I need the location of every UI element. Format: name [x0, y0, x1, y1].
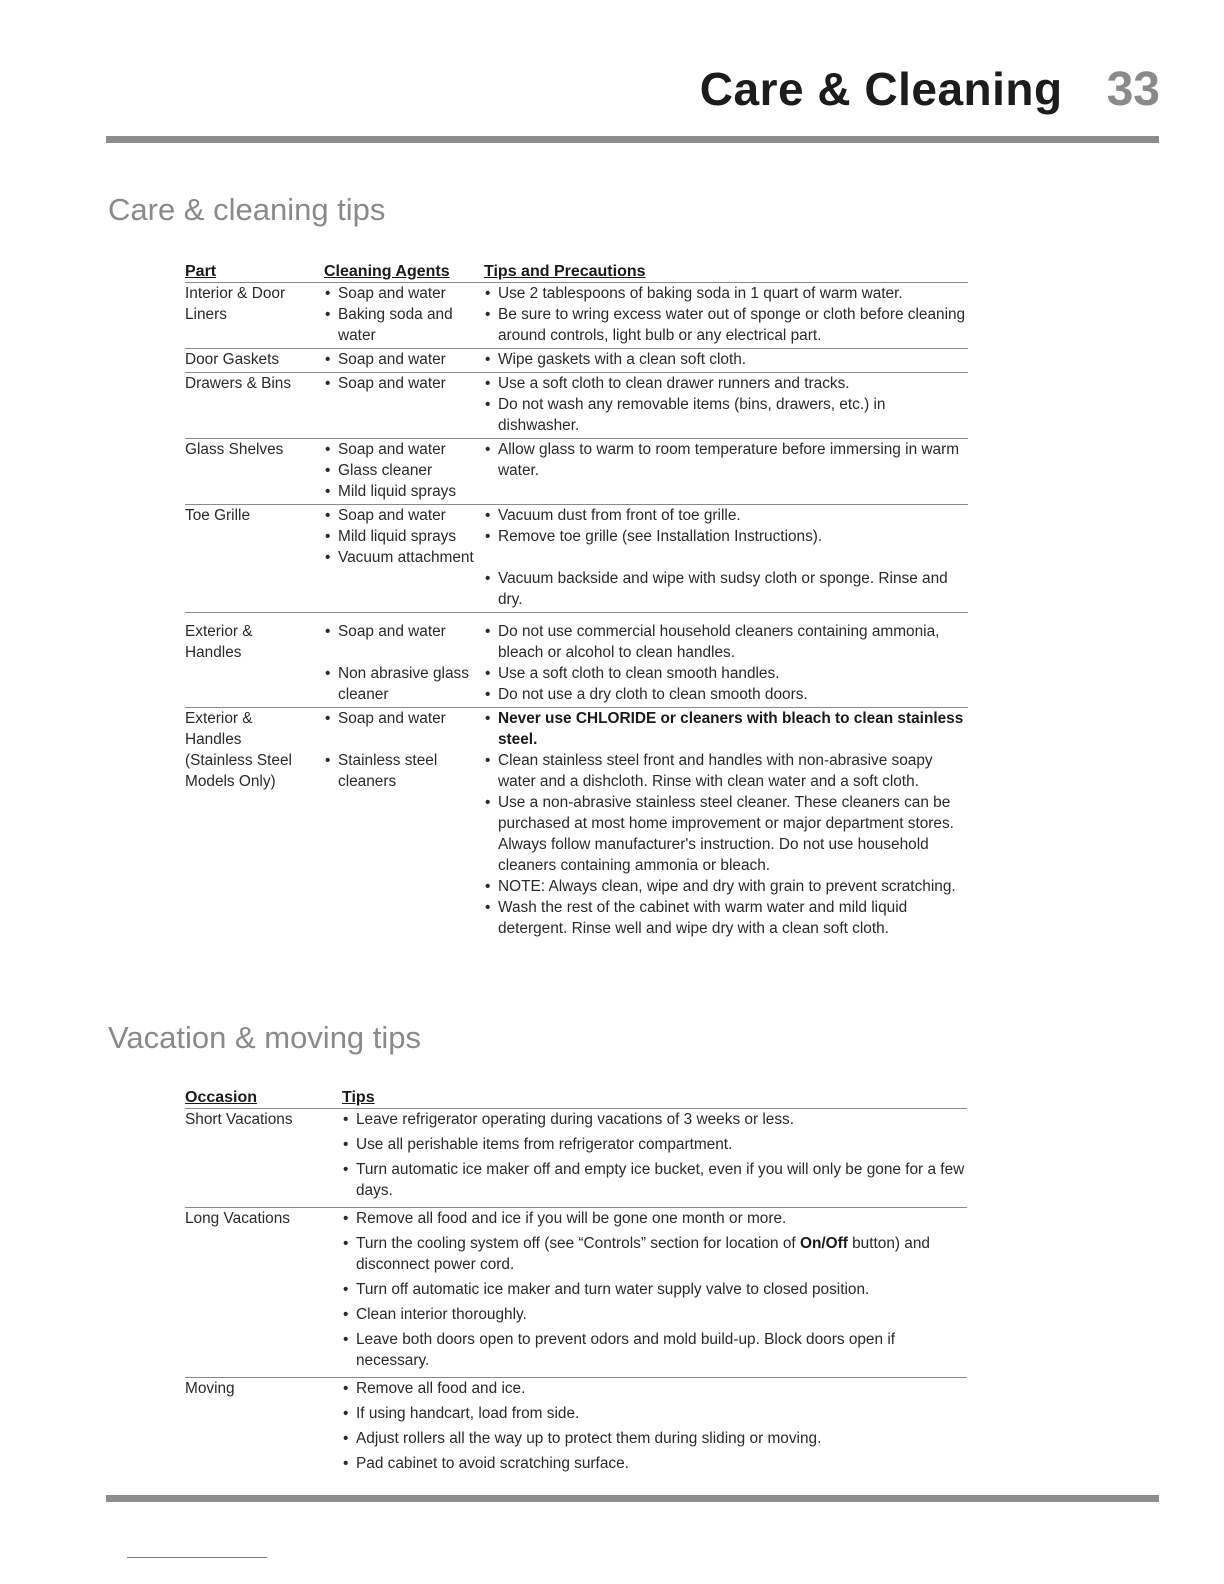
header-rule: [106, 136, 1159, 143]
part-cell: Exterior & Handles (Stainless Steel Models Only): [185, 710, 292, 790]
list-item: • Do not use a dry cloth to clean smooth doors.: [484, 684, 968, 705]
on-off-label: On/Off: [799, 1235, 848, 1252]
list-item: • Soap and water: [324, 373, 484, 394]
agents-list: [324, 621, 484, 705]
tips-list: [342, 1109, 967, 1201]
list-item: • Non abrasive glass cleaner: [324, 663, 484, 705]
list-item: • Do not use commercial household cleaners containing ammonia, bleach or alcohol to clean handles.: [484, 621, 968, 663]
care-table: [185, 261, 968, 941]
col-header-tips: Tips and Precautions: [484, 261, 968, 283]
list-item: • Remove toe grille (see Installation Instructions).: [484, 526, 968, 547]
list-item: • Use all perishable items from refrigerator compartment.: [342, 1134, 967, 1155]
list-item: • Vacuum backside and wipe with sudsy cloth or sponge. Rinse and dry.: [484, 568, 968, 610]
table-row: [185, 613, 968, 708]
list-item: • Wash the rest of the cabinet with warm water and mild liquid detergent. Rinse well and wipe dry with a clean soft cloth.: [484, 897, 968, 939]
table-row: [185, 708, 968, 942]
page-number: 33: [1106, 63, 1160, 116]
agents-list: [324, 708, 484, 792]
list-item: • Pad cabinet to avoid scratching surface.: [342, 1453, 967, 1474]
list-item: • Leave both doors open to prevent odors and mold build-up. Block doors open if necessary.: [342, 1329, 967, 1371]
list-item: • Use a non-abrasive stainless steel cleaner. These cleaners can be purchased at most home improvement or major department stores. Always follow manufacturer's instruction. Do not use household cleaners containing ammonia or bleach.: [484, 792, 968, 876]
table-row: [185, 373, 968, 439]
list-item: • Mild liquid sprays: [324, 481, 484, 502]
table-row: [185, 1109, 967, 1208]
vacation-table-header: [185, 1087, 967, 1109]
list-item: • Soap and water: [324, 349, 484, 370]
list-item: • Glass cleaner: [324, 460, 484, 481]
vacation-table: [185, 1087, 967, 1480]
table-row: [185, 1378, 967, 1481]
tips-list: [484, 283, 968, 346]
list-item: [484, 708, 968, 750]
occasion-cell: Long Vacations: [185, 1208, 342, 1378]
list-item: • NOTE: Always clean, wipe and dry with grain to prevent scratching.: [484, 876, 968, 897]
part-cell: Glass Shelves: [185, 439, 324, 505]
list-item: • Allow glass to warm to room temperature before immersing in warm water.: [484, 439, 968, 481]
table-row: [185, 283, 968, 349]
list-item: • Wipe gaskets with a clean soft cloth.: [484, 349, 968, 370]
list-item: • Stainless steel cleaners: [324, 750, 484, 792]
warning-text: Never use CHLORIDE or cleaners with bleach to clean stainless steel.: [498, 710, 964, 748]
list-item: • Soap and water: [324, 708, 484, 729]
list-item: • Vacuum attachment: [324, 547, 484, 568]
col-header-agents: Cleaning Agents: [324, 261, 484, 283]
tips-list: [342, 1378, 967, 1474]
list-item: • Remove all food and ice if you will be gone one month or more.: [342, 1208, 967, 1229]
list-item: • Leave refrigerator operating during vacations of 3 weeks or less.: [342, 1109, 967, 1130]
list-item: • Clean interior thoroughly.: [342, 1304, 967, 1325]
col-header-occasion: Occasion: [185, 1087, 342, 1109]
agents-list: [324, 349, 484, 370]
footer-rule: [106, 1495, 1159, 1502]
list-item: • Soap and water: [324, 621, 484, 642]
list-item: • Turn automatic ice maker off and empty ice bucket, even if you will only be gone for a few days.: [342, 1159, 967, 1201]
list-item: • If using handcart, load from side.: [342, 1403, 967, 1424]
page-title: Care & Cleaning: [699, 63, 1063, 115]
list-item: • Use 2 tablespoons of baking soda in 1 quart of warm water.: [484, 283, 968, 304]
agents-list: [324, 283, 484, 346]
agents-list: [324, 505, 484, 568]
part-cell: Drawers & Bins: [185, 373, 324, 439]
list-item: [342, 1233, 967, 1275]
list-item: • Remove all food and ice.: [342, 1378, 967, 1399]
list-item: • Adjust rollers all the way up to protect them during sliding or moving.: [342, 1428, 967, 1449]
table-row: [185, 349, 968, 373]
tips-list: [484, 373, 968, 436]
cooling-text-after: button) and disconnect power cord.: [356, 1235, 930, 1273]
list-item: • Turn off automatic ice maker and turn water supply valve to closed position.: [342, 1279, 967, 1300]
list-item: • Baking soda and water: [324, 304, 484, 346]
agents-list: [324, 373, 484, 394]
tips-list: [342, 1208, 967, 1371]
col-header-tips: Tips: [342, 1087, 967, 1109]
list-item: • Soap and water: [324, 283, 484, 304]
part-cell: Door Gaskets: [185, 349, 324, 373]
care-table-header: [185, 261, 968, 283]
occasion-cell: Moving: [185, 1380, 235, 1397]
care-section-title: Care & cleaning tips: [108, 192, 386, 227]
table-row: [185, 505, 968, 613]
vacation-section-title: Vacation & moving tips: [108, 1020, 422, 1055]
list-item: • Vacuum dust from front of toe grille.: [484, 505, 968, 526]
part-cell: Exterior & Handles: [185, 613, 324, 708]
page-header: [700, 62, 1160, 117]
col-header-part: Part: [185, 261, 324, 283]
list-item: • Mild liquid sprays: [324, 526, 484, 547]
tips-list: [484, 349, 968, 370]
list-item: • Use a soft cloth to clean smooth handles.: [484, 663, 968, 684]
list-item: • Soap and water: [324, 505, 484, 526]
occasion-cell: Short Vacations: [185, 1109, 342, 1208]
cooling-text-before: Turn the cooling system off (see “Controls” section for location of: [356, 1235, 800, 1252]
tips-list: [484, 439, 968, 481]
table-row: [185, 1208, 967, 1378]
tips-list: [484, 708, 968, 939]
footer-link-underline: [127, 1557, 267, 1558]
part-cell: Toe Grille: [185, 505, 324, 613]
tips-list: [484, 621, 968, 705]
list-item: • Use a soft cloth to clean drawer runners and tracks.: [484, 373, 968, 394]
list-item: • Soap and water: [324, 439, 484, 460]
list-item: • Be sure to wring excess water out of sponge or cloth before cleaning around controls, light bulb or any electrical part.: [484, 304, 968, 346]
table-row: [185, 439, 968, 505]
tips-list: [484, 505, 968, 610]
list-item: • Do not wash any removable items (bins, drawers, etc.) in dishwasher.: [484, 394, 968, 436]
agents-list: [324, 439, 484, 502]
list-item: • Clean stainless steel front and handles with non-abrasive soapy water and a dishcloth. Rinse with clean water and a soft cloth.: [484, 750, 968, 792]
part-cell: Interior & Door Liners: [185, 283, 324, 349]
